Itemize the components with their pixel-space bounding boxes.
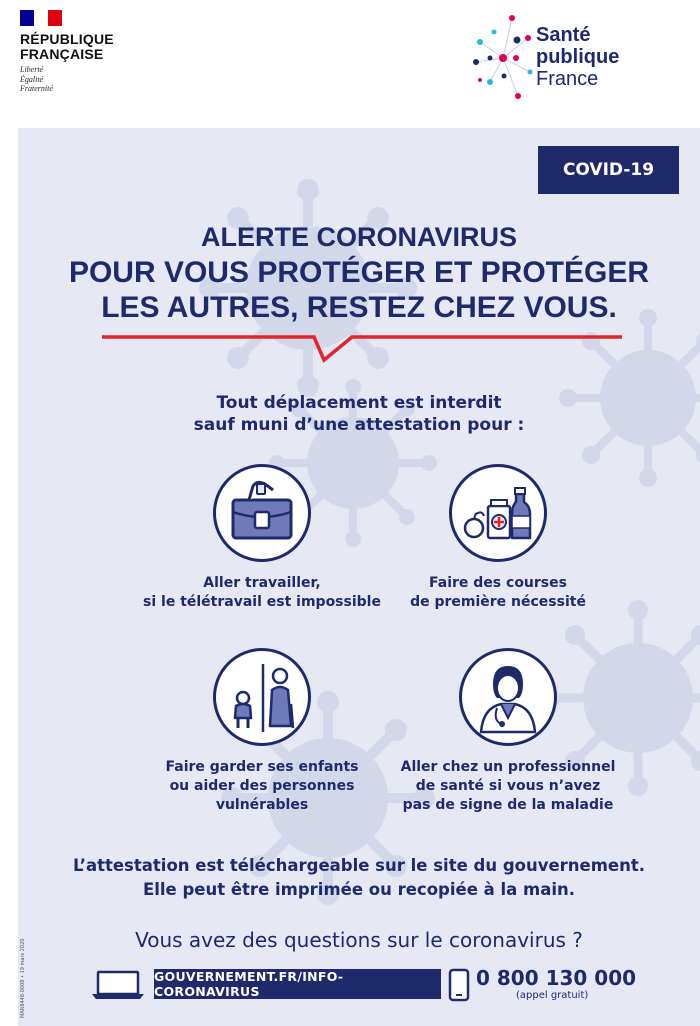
intro-text bbox=[18, 392, 700, 436]
contact-row bbox=[18, 966, 700, 1006]
reason-work-line2: si le télétravail est impossible bbox=[143, 594, 381, 610]
family-icon bbox=[213, 648, 311, 746]
reason-groceries-line2: de première nécessité bbox=[410, 594, 586, 610]
phone-number[interactable]: 0 800 130 000 bbox=[476, 966, 637, 990]
sante-publique-france-logo bbox=[472, 10, 652, 105]
intro-line2: sauf muni d’une attestation pour : bbox=[193, 415, 525, 435]
covid-19-tag: COVID-19 bbox=[538, 146, 679, 194]
reason-work-line1: Aller travailler, bbox=[203, 575, 321, 591]
flag-stripe bbox=[48, 10, 62, 26]
headline bbox=[18, 220, 700, 325]
reason-doctor bbox=[378, 648, 638, 815]
molecule-dots-icon bbox=[472, 10, 534, 105]
reason-family-label bbox=[132, 758, 392, 815]
agency-name-line3: France bbox=[536, 68, 599, 90]
poster bbox=[18, 128, 700, 1026]
doctor-icon bbox=[459, 648, 557, 746]
header bbox=[0, 0, 700, 128]
attestation-line2: Elle peut être imprimée ou recopiée à la main. bbox=[142, 880, 576, 899]
intro-line1: Tout déplacement est interdit bbox=[216, 393, 502, 413]
flag-stripe bbox=[20, 10, 34, 26]
agency-name-line2: publique bbox=[536, 46, 620, 68]
reference-code: MAR8448-0008 • 19 mars 2020 bbox=[20, 938, 26, 1018]
reason-doctor-line3: pas de signe de la maladie bbox=[402, 797, 614, 813]
reason-groceries-line1: Faire des courses bbox=[429, 575, 567, 591]
reason-groceries bbox=[368, 464, 628, 612]
agency-name bbox=[536, 24, 619, 90]
republic-title-line2: FRANÇAISE bbox=[20, 46, 104, 62]
reason-family bbox=[132, 648, 392, 815]
briefcase-icon bbox=[213, 464, 311, 562]
reason-groceries-label bbox=[368, 574, 628, 612]
agency-name-line1: Santé bbox=[536, 24, 591, 46]
laptop-icon bbox=[90, 970, 146, 1000]
reason-doctor-line2: de santé si vous n’avez bbox=[415, 778, 601, 794]
flag-stripe bbox=[34, 10, 48, 26]
reason-family-line1: Faire garder ses enfants bbox=[165, 759, 359, 775]
reason-family-line3: vulnérables bbox=[215, 797, 309, 813]
motto-liberte: Liberté bbox=[20, 65, 44, 74]
republic-title-line1: RÉPUBLIQUE bbox=[20, 31, 114, 47]
questions-text: Vous avez des questions sur le coronavirus ? bbox=[135, 928, 583, 952]
republic-motto bbox=[20, 65, 150, 94]
headline-line3: LES AUTRES, RESTEZ CHEZ VOUS. bbox=[101, 291, 617, 324]
reason-doctor-line1: Aller chez un professionnel bbox=[400, 759, 616, 775]
reason-family-line2: ou aider des personnes bbox=[169, 778, 355, 794]
attestation-text bbox=[18, 854, 700, 902]
groceries-icon bbox=[449, 464, 547, 562]
motto-egalite: Égalité bbox=[20, 74, 44, 84]
french-flag-icon bbox=[20, 10, 62, 26]
attestation-line1: L’attestation est téléchargeable sur le site du gouvernement. bbox=[72, 856, 646, 875]
info-coronavirus-link[interactable]: GOUVERNEMENT.FR/INFO-CORONAVIRUS bbox=[154, 969, 441, 999]
reason-work bbox=[132, 464, 392, 612]
reason-doctor-label bbox=[378, 758, 638, 815]
motto-fraternite: Fraternité bbox=[20, 84, 53, 93]
smartphone-icon bbox=[448, 968, 470, 1002]
headline-line2: POUR VOUS PROTÉGER ET PROTÉGER bbox=[68, 256, 650, 289]
republique-francaise-logo bbox=[20, 10, 150, 94]
phone-note: (appel gratuit) bbox=[516, 990, 589, 1001]
reason-work-label bbox=[132, 574, 392, 612]
speech-bubble-line bbox=[102, 334, 622, 364]
headline-line1: ALERTE CORONAVIRUS bbox=[200, 222, 517, 252]
